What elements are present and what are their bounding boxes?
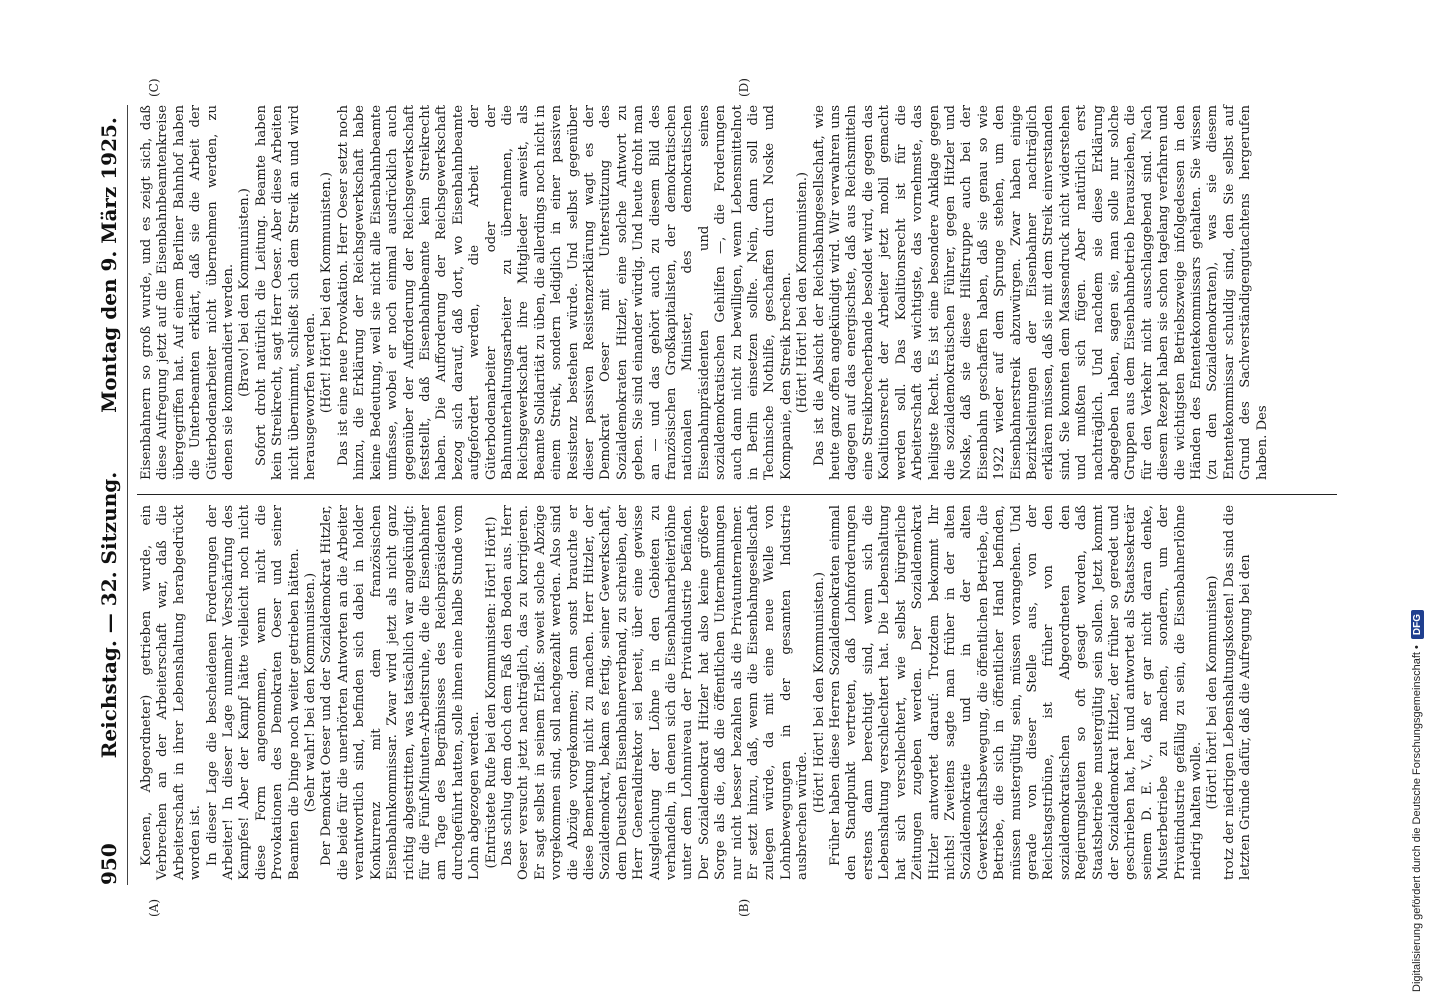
right-text-column [139,105,1271,480]
paragraph: In dieser Lage die bescheidenen Forderungen der Arbeiter! In dieser Lage nunmehr Verschärfung des Kampfes! Aber der Kampf hätte vielleicht noch nicht diese Form angenommen, wenn nicht die Provokationen des Demokraten Oeser und seiner Beamten die Dinge noch weiter getrieben hätten. [204,505,302,880]
digitization-credit [1400,8,1430,992]
paragraph: Das ist eine neue Provokation. Herr Oeser setzt noch hinzu, die Erklärung der Reichsgewerkschaft habe keine Bedeutung, weil sie nicht alle Eisenbahnbeamte umfasse, wobei er noch einmal ausdrücklich auch gegenüber der Aufforderung der Reichsgewerkschaft feststellt, daß Eisenbahnbeamte kein Streikrecht haben. Die Aufforderung der Reichsgewerkschaft bezog sich darauf, daß dort, wo Eisenbahnbeamte aufgefordert werden, die Arbeit der Güterbodenarbeiter oder der Bahnunterhaltungsarbeiter zu übernehmen, die Reichsgewerkschaft ihre Mitglieder anweist, als Beamte Solidarität zu üben, die allerdings noch nicht in einem Streik, sondern lediglich in einer passiven Resistenz bestehen würde. Und selbst gegenüber dieser passiven Resistenzerklärung wagt es der Demokrat Oeser mit Unterstützung des Sozialdemokraten Hitzler, eine solche Antwort zu geben. Sie sind einander würdig. Und heute droht man an — und das gehört auch zu diesem Bild des französischen Großkapitalisten, der demokratischen nationalen Minister, des demokratischen Eisenbahnpräsidenten und seines sozialdemokratischen Gehilfen —, die Forderungen auch dann nicht zu bewilligen, wenn Lebensmittelnot in Berlin einsetzen sollte. Nein, dann soll die Technische Nothilfe, geschaffen durch Noske und Kompanie, den Streik brechen. [335,105,794,480]
credit-line [1404,8,1430,992]
page-title: Reichstag. — 32. Sitzung. [97,471,121,759]
paragraph: Sofort droht natürlich die Leitung. Beamte haben kein Streikrecht, sagt Herr Oeser. Aber diese Arbeiten nicht übernimmt, schließt sich dem Streik an und wird herausgeworfen werden. [253,105,319,480]
paragraph: Das ist die Absicht der Reichsbahngesellschaft, wie heute ganz offen angekündigt wird. Wir verwahren uns dagegen auf das energischste, daß aus Reichsmitteln eine Streikbrecherbande besoldet wird, die gegen das Koalitionsrecht der Arbeiter jetzt mobil gemacht werden soll. Das Koalitionsrecht ist für die Arbeiterschaft das wichtigste, das vornehmste, das heiligste Recht. Es ist eine besondere Anklage gegen die sozialdemokratischen Führer, gegen Hitzler und Noske, daß sie diese Hilfstruppe auch bei der Eisenbahn geschaffen haben, daß sie genau so wie 1922 wieder auf dem Sprunge stehen, um den Eisenbahnerstreik abzuwürgen. Zwar haben einige Bezirksleitungen der Eisenbahner nachträglich erklären müssen, daß sie mit dem Streik einverstanden sind. Sie konnten dem Massendruck nicht widerstehen und mußten sich fügen. Aber natürlich erst nachträglich. Und nachdem sie diese Erklärung abgegeben haben, sagen sie, man solle nur solche Gruppen aus dem Eisenbahnbetrieb herausziehen, die für den Verkehr nicht ausschlaggebend sind. Nach diesem Rezept haben sie schon tagelang verfahren und die wichtigsten Betriebszweige infolgedessen in den Händen des Ententekommissars gehalten. Sie wissen (zu den Sozialdemokraten), was sie diesem Ententekommissar schuldig sind, den Sie selbst auf Grund des Sachverständigengutachtens hergerufen haben. Des [811,105,1270,480]
page-header [97,105,127,885]
paragraph: trotz der niedrigen Lebenshaltungskosten! Das sind die letzten Gründe dafür, daß die Aufregung bei den [1221,505,1254,880]
paragraph: (Hört! Hört! bei den Kommunisten.) [795,171,811,414]
paragraph: Der Demokrat Oeser und der Sozialdemokrat Hitzler, die beide für die unerhörten Antworten an die Arbeiter verantwortlich sind, befinden sich dabei in holder Konkurrenz mit dem französischen Eisenbahnkommissar. Zwar wird jetzt als nicht ganz richtig abgestritten, was tatsächlich war angekündigt: für die Fünf-Minuten-Arbeitsruhe, die die Eisenbahner am Tage des Begräbnisses des Reichspräsidenten durchgeführt hatten, solle ihnen eine halbe Stunde vom Lohn abgezogen werden. [319,505,483,880]
paragraph: Koenen, Abgeordneter) getrieben wurde, ein Verbrechen an der Arbeiterschaft war, daß die Arbeiterschaft in ihrer Lebenshaltung herabgedrückt worden ist. [139,505,204,880]
paragraph: (Bravo! bei den Kommunisten.) [237,188,253,397]
left-text-column [139,505,1255,880]
paragraph: (Hört! Hört! bei den Kommunisten.) [319,171,335,414]
paragraph: (Sehr wahr! bei den Kommunisten.) [303,572,319,813]
paragraph: Früher haben diese Herren Sozialdemokraten einmal den Standpunkt vertreten, daß Lohnforderungen erstens dann berechtigt sind, wenn sich die Lebenshaltung verschlechtert hat. Die Lebenshaltung hat sich verschlechtert, wie selbst bürgerliche Zeitungen zugeben werden. Der Sozialdemokrat Hitzler antwortet darauf: Trotzdem bekommt Ihr nichts! Zweitens sagte man früher in der alten Sozialdemokratie und in der alten Gewerkschaftsbewegung, die öffentlichen Betriebe, die Betriebe, die sich in öffentlicher Hand befinden, müssen mustergültig sein, müssen vorangehen. Und gerade von dieser Stelle aus, von der Reichstagstribüne, ist früher von den sozialdemokratischen Abgeordneten den Regierungsleuten so oft gesagt worden, daß Staatsbetriebe mustergültig sein sollen. Jetzt kommt der Sozialdemokrat Hitzler, der früher so geredet und geschrieben hat, her und antwortet als Staatssekretär seinem D. E. V., daß er gar nicht daran denke, Musterbetriebe zu machen, sondern, um der Privatindustrie gefällig zu sein, die Eisenbahnerlöhne niedrig halten wolle. [828,505,1204,880]
paragraph: Eisenbahnern so groß wurde, und es zeigt sich, daß diese Aufregung jetzt auf die Eisenbahnbeamtenkreise übergegriffen hat. Auf einem Berliner Bahnhof haben die Unterbeamten erklärt, daß sie die Arbeit der Güterbodenarbeiter nicht übernehmen werden, zu denen sie kommandiert werden. [139,105,237,480]
margin-marker-b: (B) [737,898,751,917]
paragraph: (Hört! hört! bei den Kommunisten) [1205,575,1221,810]
page-number: 950 [97,843,121,885]
header-rule [127,105,128,885]
column-divider [137,494,1337,495]
margin-marker-a: (A) [147,898,161,917]
paragraph: Das schlug dem doch dem Faß den Boden aus. Herr Oeser versucht jetzt nachträglich, das zu korrigieren. Er sagt selbst in seinem Erlaß: soweit solche Abzüge vorgekommen sind, soll nachgezahlt werden. Also sind die Abzüge vorgekommen; denn sonst brauchte er diese Bemerkung nicht zu machen. Herr Hitzler, der Sozialdemokrat, bekam es fertig, seiner Gewerkschaft, dem Deutschen Eisenbahnerverband, zu schreiben, der Herr Generaldirektor sei bereit, über eine gewisse Ausgleichung der Löhne in den Gebieten zu verhandeln, in denen sich die Eisenbahnarbeiterlöhne unter dem Lohnniveau der Privatindustrie befänden. Der Sozialdemokrat Hitzler hat also keine größere Sorge als die, daß die öffentlichen Unternehmungen nur nicht besser bezahlen als die Privatunternehmer. Er setzt hinzu, daß, wenn die Eisenbahngesellschaft zulegen würde, da mit eine neue Welle von Lohnbewegungen in der gesamten Industrie ausbrechen würde. [499,505,811,880]
credit-text: Digitalisierung gefördert durch die Deutsche Forschungsgemeinschaft • [1411,645,1423,992]
margin-marker-d: (D) [737,78,751,97]
paragraph: (Entrüstete Rufe bei den Kommunisten: Hört! Hört!) [483,516,499,869]
dfg-logo: DFG [1411,610,1424,639]
margin-marker-c: (C) [147,78,161,97]
paragraph: (Hört! Hört! bei den Kommunisten.) [811,571,827,814]
rotated-document-page [77,65,1377,925]
page-date: Montag den 9. März 1925. [97,117,121,413]
